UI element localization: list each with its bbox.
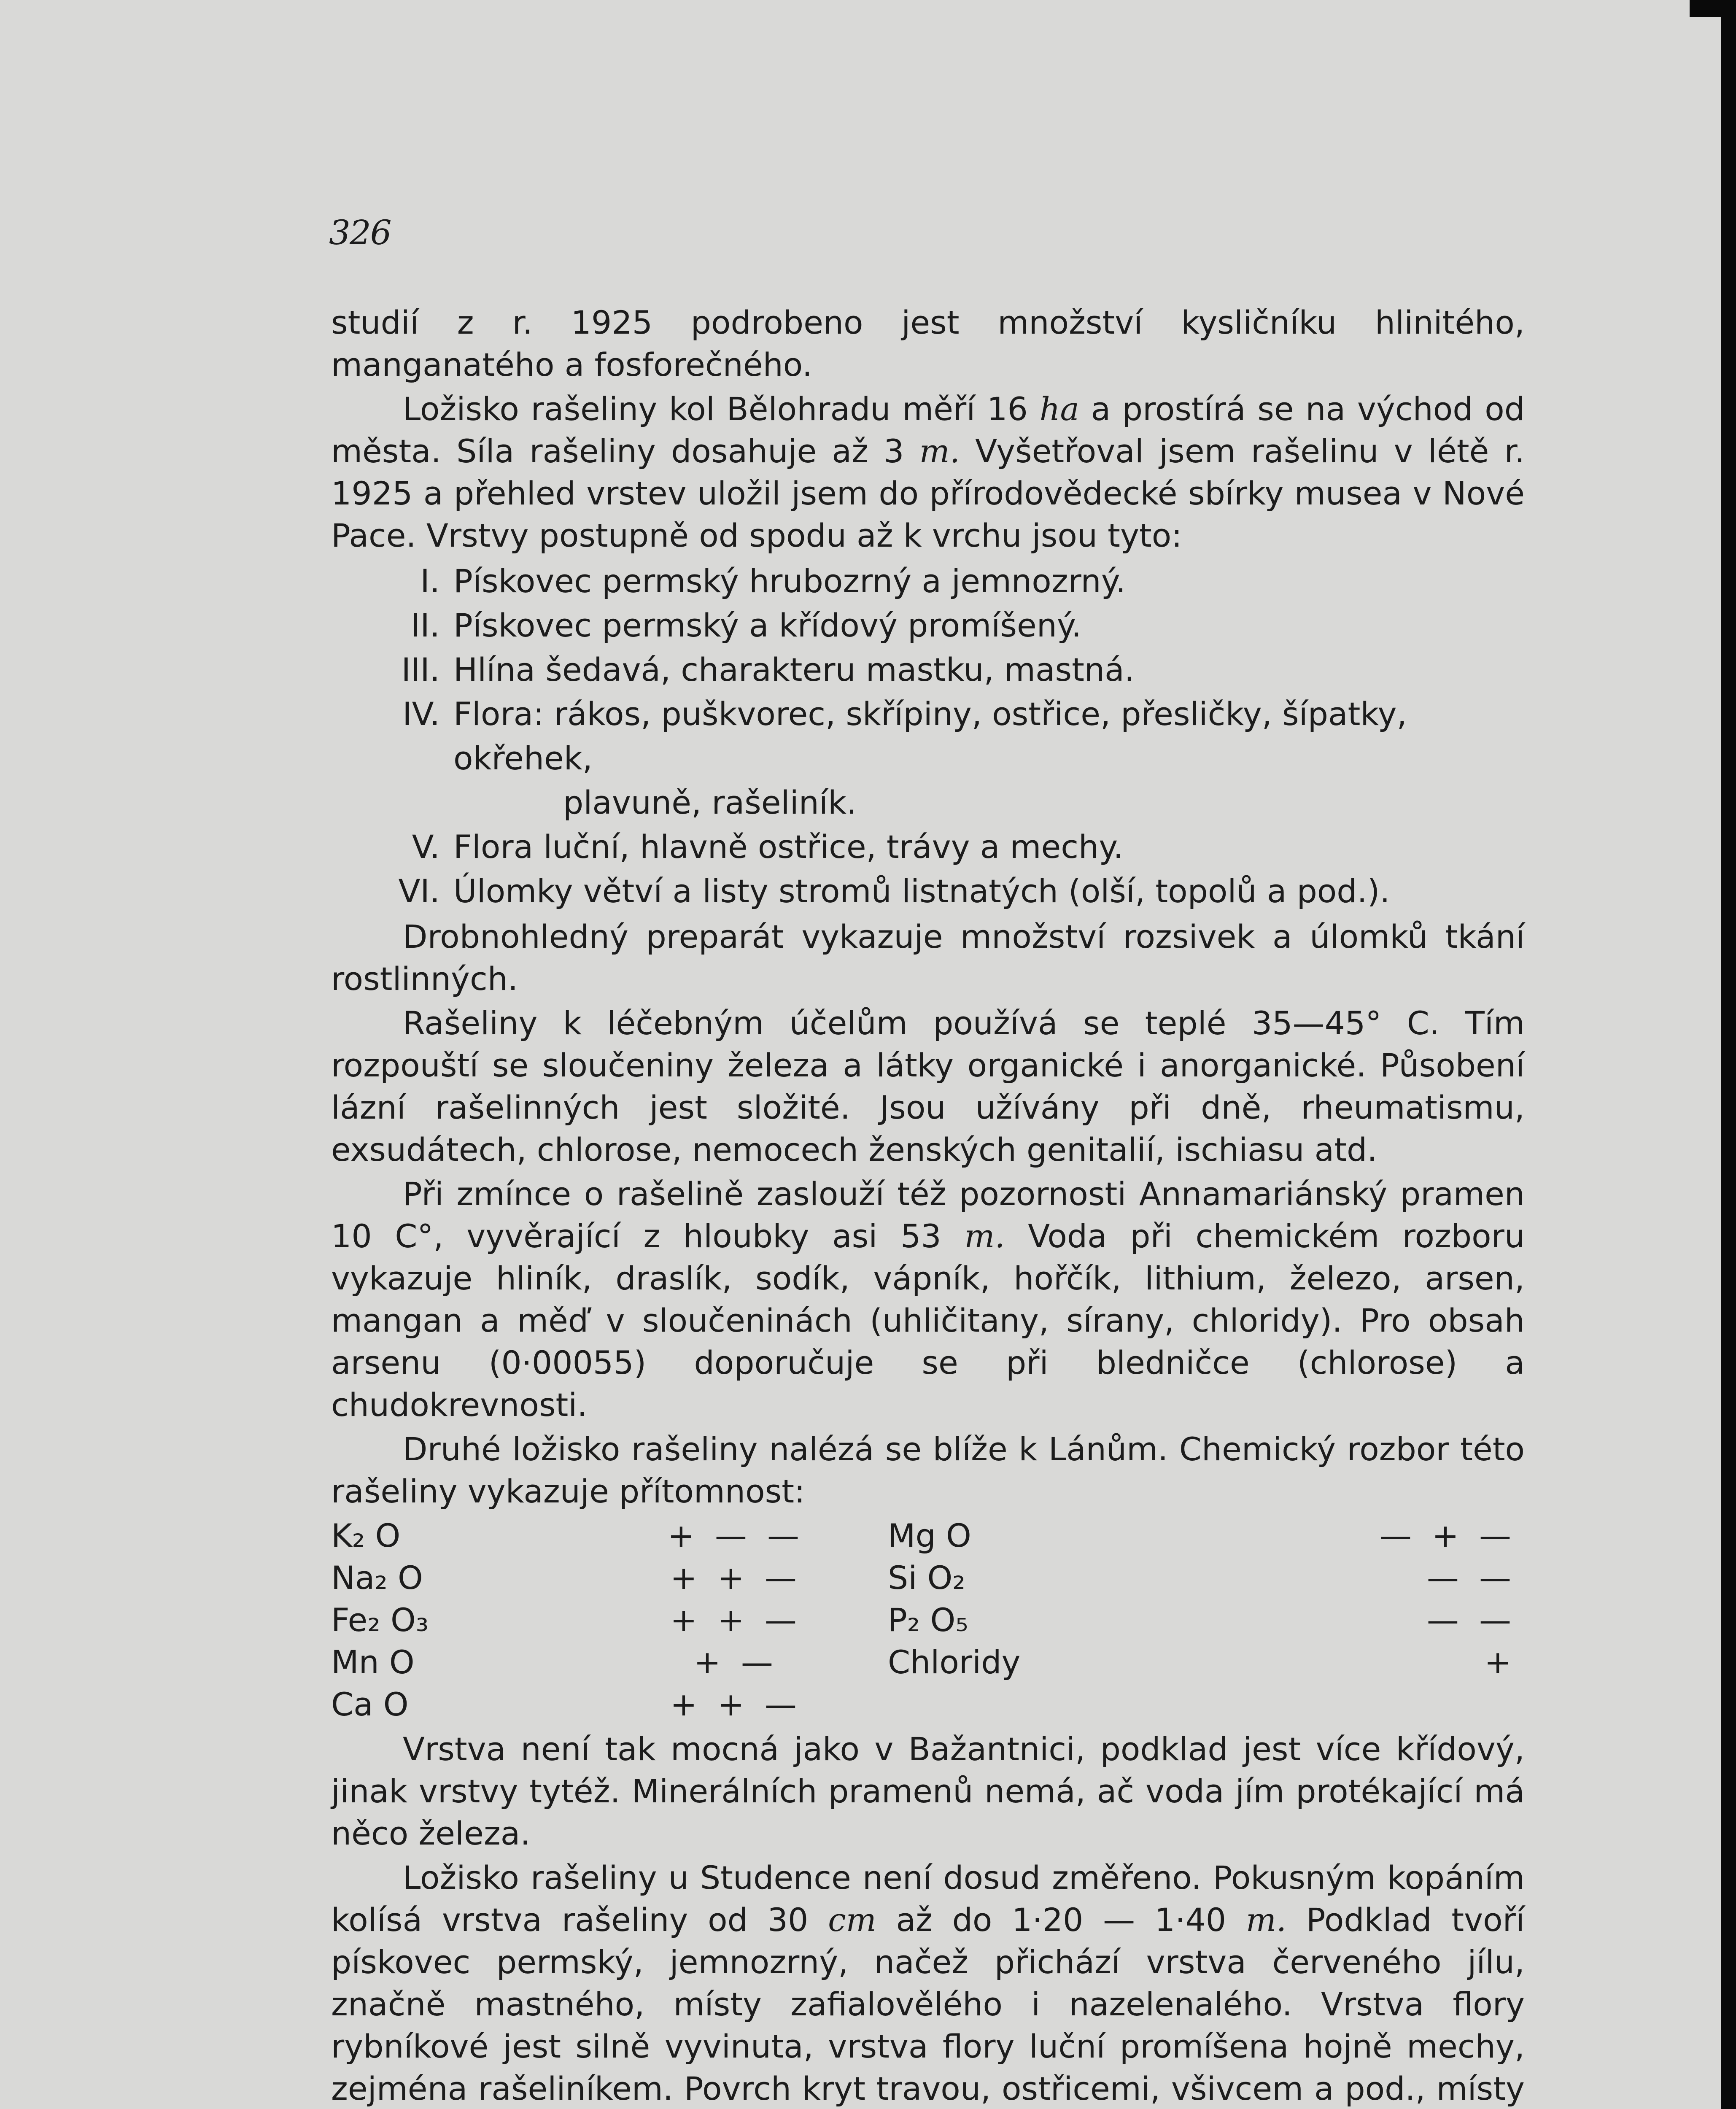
list-item: IV. Flora: rákos, puškvorec, skřípiny, ostřice, přesličky, šípatky, okřehek, — [402, 695, 1407, 777]
compound-value: — — — [1426, 1559, 1516, 1597]
scan-border-corner — [1690, 0, 1736, 17]
page-number: 326 — [329, 213, 391, 252]
unit-ha: ha — [1039, 390, 1079, 428]
paragraph-therapy: Rašeliny k léčebným účelům používá se teplé 35—45° C. Tím rozpouští se sloučeniny železa a látky organické i anorganické. Působení lázní rašelinných jest složité. Jsou užívány při dně, rheumatismu, exsudátech, chlorose, nemocech ženských genitalií, ischiasu atd. — [331, 1004, 1525, 1168]
compound-value: + + — — [670, 1601, 802, 1639]
paragraph-studenec: Ložisko rašeliny u Studence není dosud změřeno. Pokusným kopáním kolísá vrstva rašeliny od 30 cm až do 1·20 — 1·40 m. Podklad tvoří pískovec permský, jemnozrný, načež přichází vrstva červeného jílu, značně mastného, místy zafialovělého i nazelenalého. Vrstva flory rybníkové jest silně vyvinuta, vrstva flory luční promíšena hojně mechy, zejména rašeliníkem. Povrch kryt travou, ostřicemi, všivcem a pod., místy — [331, 1859, 1525, 2107]
page-body — [331, 302, 1525, 2109]
list-item: II. Pískovec permský a křídový promíšený. — [411, 607, 1082, 644]
unit-m: m. — [1245, 1901, 1287, 1939]
analysis-table — [331, 1515, 1525, 1726]
paragraph-lany: Druhé ložisko rašeliny nalézá se blíže k Lánům. Chemický rozbor této rašeliny vykazuje přítomnost: — [331, 1430, 1525, 1510]
compound-value — [1301, 1683, 1525, 1726]
compound-value: + — [1484, 1643, 1516, 1681]
list-item: V. Flora luční, hlavně ostřice, trávy a mechy. — [412, 828, 1124, 866]
compound-label: Ca O — [331, 1686, 409, 1723]
layer-list — [331, 559, 1525, 913]
paragraph-belohrad: Ložisko rašeliny kol Bělohradu měří 16 ha a prostírá se na východ od města. Síla rašeliny dosahuje až 3 m. Vyšetřoval jsem rašelinu v létě r. 1925 a přehled vrstev uložil jsem do přírodovědecké sbírky musea v Nové Pace. Vrstvy postupně od spodu až k vrchu jsou tyto: — [331, 390, 1525, 554]
compound-label: Mg O — [888, 1517, 971, 1554]
compound-label: Chloridy — [888, 1643, 1021, 1681]
compound-value: + — — — [668, 1517, 804, 1554]
paragraph-spring: Při zmínce o rašelině zaslouží též pozornosti Annamariánský pramen 10 C°, vyvěrající z hloubky asi 53 m. Voda při chemickém rozboru vykazuje hliník, draslík, sodík, vápník, hořčík, lithium, železo, arsen, mangan a měď v sloučeninách (uhličitany, sírany, chloridy). Pro obsah arsenu (0·00055) doporučuje se při bledničce (chlorose) a chudokrevnosti. — [331, 1175, 1525, 1424]
compound-label: K₂ O — [331, 1517, 401, 1554]
compound-value: — + — — [1380, 1517, 1516, 1554]
unit-m: m. — [964, 1217, 1005, 1255]
paragraph-microscope: Drobnohledný preparát vykazuje množství rozsivek a úlomků tkání rostlinných. — [331, 918, 1525, 998]
compound-value: + + — — [670, 1686, 802, 1723]
compound-value: + — — [694, 1643, 778, 1681]
compound-label: Mn O — [331, 1643, 415, 1681]
list-item: III. Hlína šedavá, charakteru mastku, mastná. — [401, 651, 1135, 688]
scan-border — [1721, 0, 1736, 2109]
list-item: I. Pískovec permský hrubozrný a jemnozrný. — [420, 562, 1126, 600]
compound-value: + + — — [670, 1559, 802, 1597]
compound-label: Fe₂ O₃ — [331, 1601, 429, 1639]
compound-label — [888, 1683, 1301, 1726]
unit-cm: cm — [828, 1901, 876, 1939]
compound-label: P₂ O₅ — [888, 1601, 968, 1639]
list-item-continuation: plavuně, rašeliník. — [563, 784, 857, 821]
compound-label: Si O₂ — [888, 1559, 965, 1597]
unit-m: m. — [919, 432, 960, 470]
paragraph-bazantnice: Vrstva není tak mocná jako v Bažantnici, podklad jest více křídový, jinak vrstvy tytéž. Minerálních pramenů nemá, ač voda jím protékající má něco železa. — [331, 1730, 1525, 1852]
paragraph-continuation: studií z r. 1925 podrobeno jest množství kysličníku hlinitého, manganatého a fosforečného. — [331, 304, 1525, 383]
list-item: VI. Úlomky větví a listy stromů listnatých (olší, topolů a pod.). — [398, 872, 1390, 910]
compound-label: Na₂ O — [331, 1559, 423, 1597]
compound-value: — — — [1426, 1601, 1516, 1639]
